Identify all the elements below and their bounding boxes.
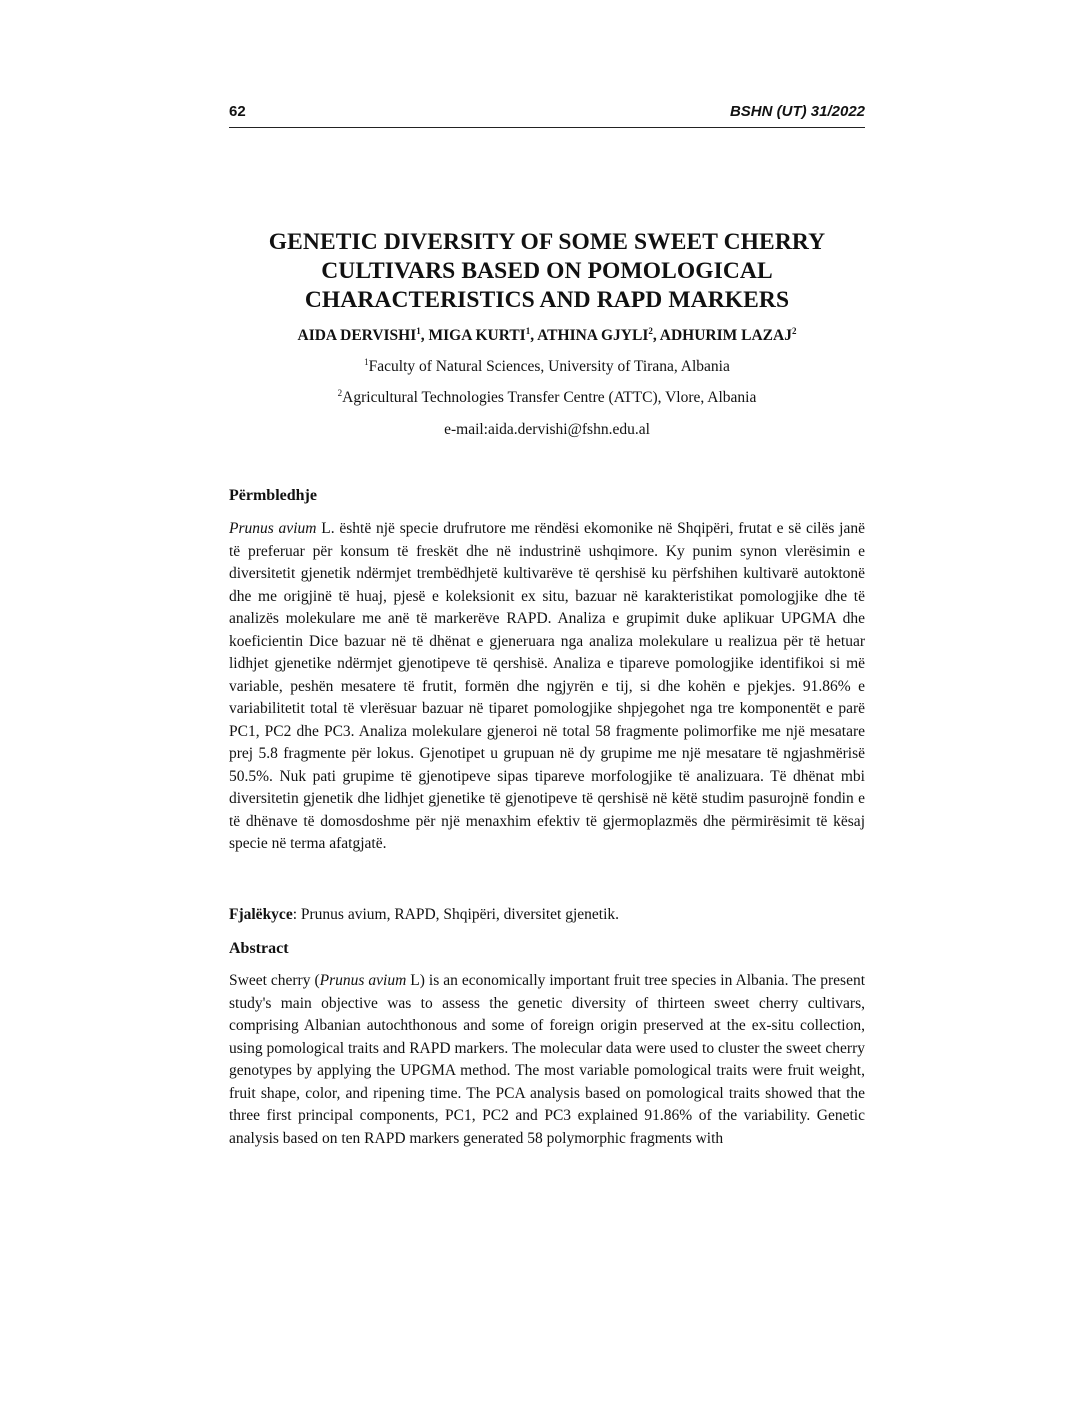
author-list (229, 326, 865, 346)
species-name: Prunus avium (229, 520, 317, 537)
keywords (229, 905, 865, 925)
affiliation-mark: 1 (416, 326, 421, 336)
affiliation-text: Faculty of Natural Sciences, University of Tirana, Albania (368, 358, 730, 375)
affiliation-1 (229, 357, 865, 377)
author-name: ATHINA GJYLI (537, 327, 649, 344)
title-line: GENETIC DIVERSITY OF SOME SWEET CHERRY (268, 229, 826, 255)
keywords-label: Fjalëkyce (229, 906, 293, 923)
summary-heading: Përmbledhje (229, 487, 317, 504)
affiliation-2 (229, 388, 865, 408)
abstract-heading: Abstract (229, 940, 289, 957)
summary-text: L. është një specie drufrutore me rëndësi ekomonike në Shqipëri, frutat e së cilës janë të preferuar për konsum të freskët dhe në industrinë ushqimore. Ky punim synon vlerësimin e diversitetit gjenetik ndërmjet trembëdhjetë kultivarëve të qershisë ku përfshihen kultivarë autoktonë dhe me origjinë të huaj, pjesë e koleksionit ex situ, bazuar në karakteristikat pomologjike dhe të analizës molekulare me anë të markerëve RAPD. Analiza e grupimit duke aplikuar UPGMA dhe koeficientin Dice bazuar në të dhënat e gjeneruara nga analiza molekulare u realizua për të hetuar lidhjet gjenetike ndërmjet gjenotipeve të qershisë. Analiza e tipareve pomologjike identifikoi si më variable, peshën mesatere të frutit, formën dhe ngjyrën e tij, si dhe kohën e pjekjes. 91.86% e variabilitetit total të vlerësuar bazuar në tiparet pomologjike shpjegohet nga tre komponentët e parë PC1, PC2 dhe PC3. Analiza molekulare gjeneroi në total 58 fragmente polimorfike me një mesatare prej 5.8 fragmente për lokus. Gjenotipet u grupuan në dy grupime me një mesatare të ngjashmërisë 50.5%. Nuk pati grupime të gjenotipeve sipas tipareve morfologjike të analizuara. Të dhënat mbi diversitetin gjenetik dhe lidhjet gjenetike të gjenotipeve të qershisë në këtë studim pasurojnë fondin e të dhënave të domosdoshme për një menaxhim efektiv të gjermoplazmës dhe përmirësimit të kësaj specie në terma afatgjatë. (229, 520, 865, 852)
author-separator: , (652, 327, 660, 344)
journal-reference: BSHN (UT) 31/2022 (729, 103, 865, 120)
abstract-english (229, 970, 865, 1150)
title-line: CULTIVARS BASED ON POMOLOGICAL (321, 258, 773, 284)
contact-email[interactable]: e-mail:aida.dervishi@fshn.edu.al (444, 421, 650, 438)
abstract-text-start: Sweet cherry ( (229, 972, 320, 989)
affiliation-mark: 1 (525, 326, 531, 336)
author-name: ADHURIM LAZAJ (659, 327, 792, 344)
affiliation-mark: 2 (648, 326, 653, 336)
abstract-paragraph (229, 970, 865, 1150)
author-name: AIDA DERVISHI (297, 327, 417, 344)
abstract-text: L) is an economically important fruit tree species in Albania. The present study's main objective was to assess the genetic diversity of thirteen sweet cherry cultivars, comprising Albanian autochthonous and some of foreign origin preserved at the ex-situ collection, using pomological traits and RAPD markers. The molecular data were used to cluster the sweet cherry genotypes by applying the UPGMA method. The most variable pomological traits were fruit weight, fruit shape, color, and ripening time. The PCA analysis based on pomological traits showed that the three first principal components, PC1, PC2 and PC3 explained 91.86% of the variability. Genetic analysis based on ten RAPD markers generated 58 polymorphic fragments with (229, 972, 866, 1147)
summary-paragraph (229, 518, 865, 856)
species-name: Prunus avium (319, 972, 407, 989)
affiliation-mark: 2 (337, 388, 343, 398)
author-name: MIGA KURTI (428, 327, 526, 344)
summary-albanian (229, 518, 865, 856)
keywords-text: : Prunus avium, RAPD, Shqipëri, diversitet gjenetik. (292, 906, 620, 923)
paper-title (229, 228, 865, 315)
header-divider (229, 127, 865, 128)
affiliation-text: Agricultural Technologies Transfer Centre (ATTC), Vlore, Albania (342, 389, 757, 406)
affiliation-mark: 2 (791, 326, 797, 336)
page-number: 62 (229, 103, 246, 120)
author-separator: , (420, 327, 429, 344)
affiliation-mark: 1 (364, 357, 369, 367)
title-line: CHARACTERISTICS AND RAPD MARKERS (304, 287, 790, 313)
author-separator: , (530, 327, 538, 344)
running-header (229, 103, 865, 127)
